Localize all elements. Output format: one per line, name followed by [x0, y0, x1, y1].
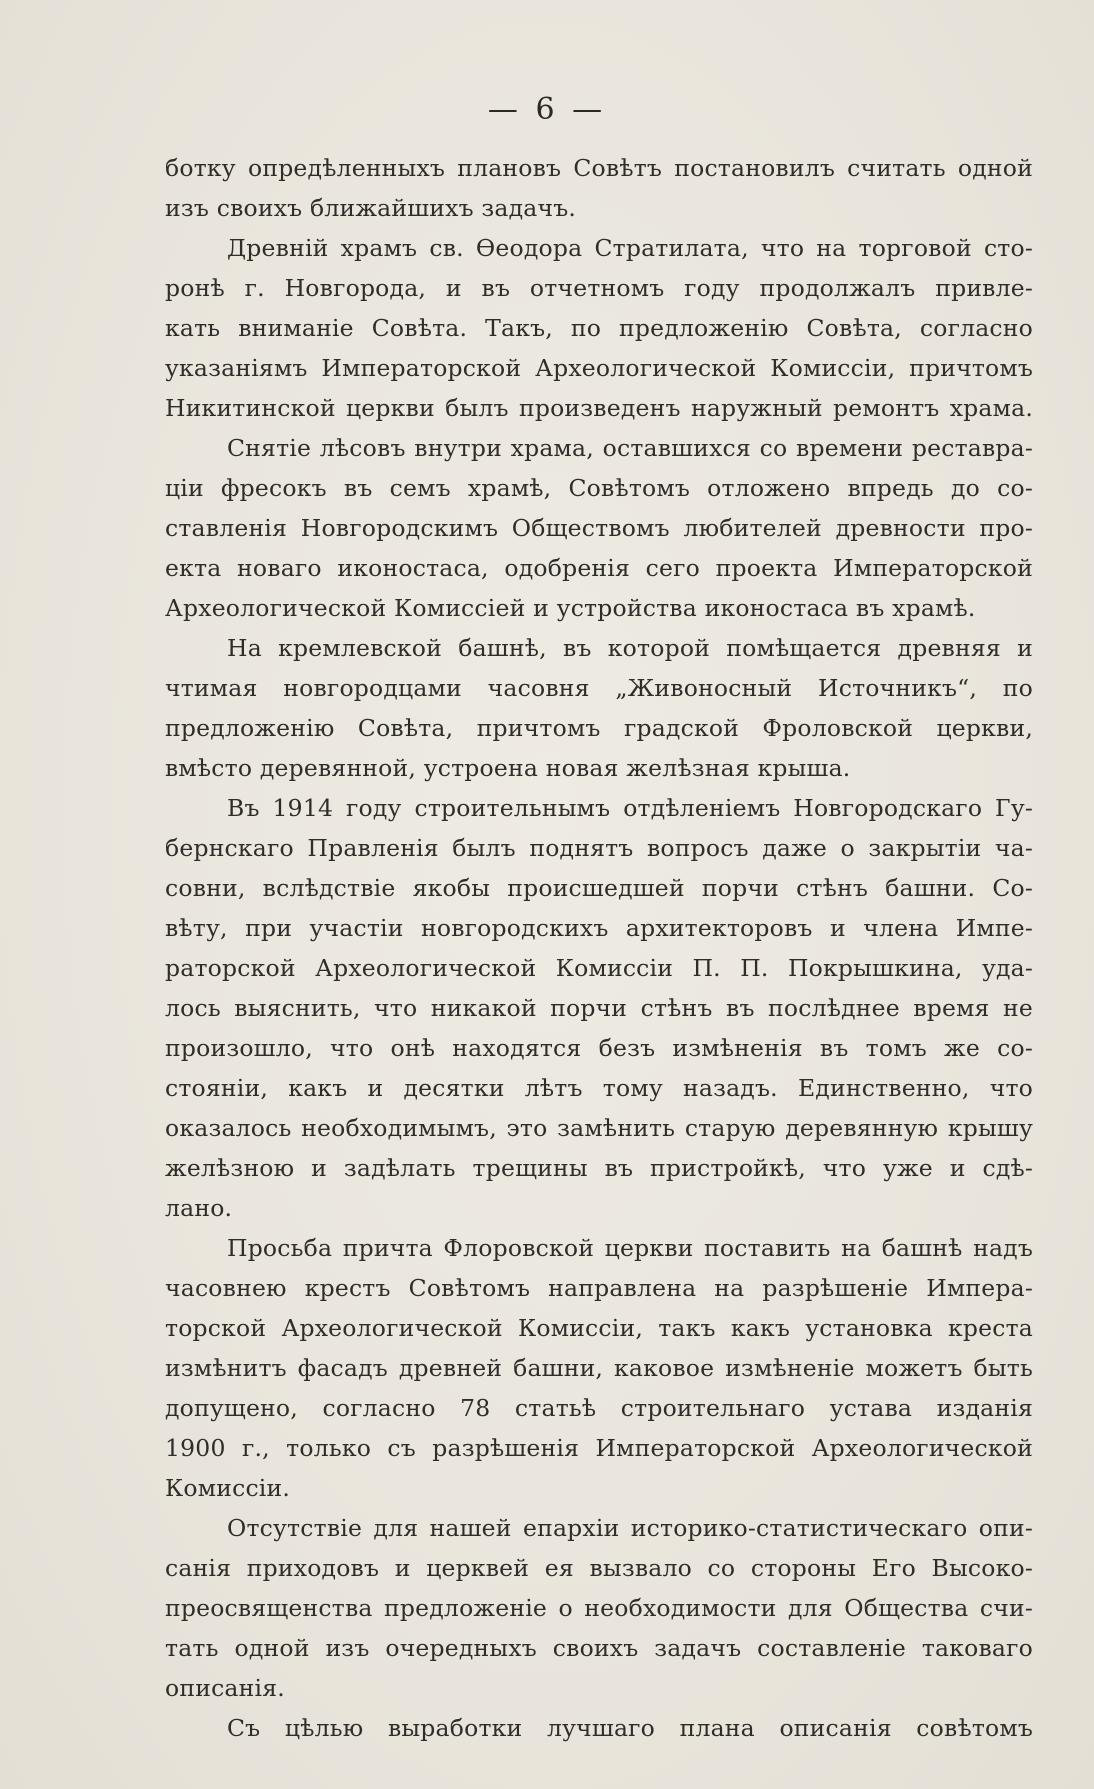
text-line: Древній храмъ св. Ѳеодора Стратилата, что на торговой сто-: [227, 234, 1033, 262]
text-line: Отсутствіе для нашей епархіи историко-статистическаго опи-: [227, 1514, 1033, 1542]
text-line: преосвященства предложеніе о необходимости для Общества счи-: [165, 1594, 1033, 1622]
text-line: желѣзною и задѣлать трещины въ пристройкѣ, что уже и сдѣ-: [165, 1154, 1033, 1182]
text-line: ставленія Новгородскимъ Обществомъ любителей древности про-: [165, 514, 1033, 542]
text-line: Съ цѣлью выработки лучшаго плана описанія совѣтомъ: [227, 1714, 1033, 1742]
text-line: описанія.: [165, 1674, 285, 1702]
text-line: предложенію Совѣта, причтомъ градской Фроловской церкви,: [165, 714, 1033, 742]
body-text: [165, 148, 1033, 1748]
text-line: Снятіе лѣсовъ внутри храма, оставшихся со времени реставра-: [227, 434, 1033, 462]
text-line: указаніямъ Императорской Археологической Комиссіи, причтомъ: [165, 354, 1033, 382]
text-line: тать одной изъ очередныхъ своихъ задачъ составленіе таковаго: [165, 1634, 1033, 1662]
text-line: лано.: [165, 1194, 233, 1222]
text-line: торской Археологической Комиссіи, такъ какъ установка креста: [165, 1314, 1033, 1342]
text-line: Археологической Комиссіей и устройства иконостаса въ храмѣ.: [165, 594, 976, 622]
text-line: измѣнитъ фасадъ древней башни, каковое измѣненіе можетъ быть: [165, 1354, 1033, 1382]
text-line: лось выяснить, что никакой порчи стѣнъ въ послѣднее время не: [165, 994, 1033, 1022]
text-line: вмѣсто деревянной, устроена новая желѣзная крыша.: [165, 754, 851, 782]
page-number: — 6 —: [487, 92, 607, 127]
text-line: совни, вслѣдствіе якобы происшедшей порчи стѣнъ башни. Со-: [165, 874, 1033, 902]
text-line: вѣту, при участіи новгородскихъ архитекторовъ и члена Импе-: [165, 914, 1033, 942]
text-line: кать вниманіе Совѣта. Такъ, по предложенію Совѣта, согласно: [165, 314, 1033, 342]
text-line: ботку опредѣленныхъ плановъ Совѣтъ постановилъ считать одной: [165, 154, 1033, 182]
text-line: екта новаго иконостаса, одобренія сего проекта Императорской: [165, 554, 1033, 582]
text-line: оказалось необходимымъ, это замѣнить старую деревянную крышу: [165, 1114, 1033, 1142]
text-line: 1900 г., только съ разрѣшенія Императорской Археологической: [165, 1434, 1033, 1462]
text-line: ронѣ г. Новгорода, и въ отчетномъ году продолжалъ привле-: [165, 274, 1033, 302]
text-line: бернскаго Правленія былъ поднятъ вопросъ даже о закрытіи ча-: [165, 834, 1033, 862]
text-line: раторской Археологической Комиссіи П. П. Покрышкина, уда-: [165, 954, 1033, 982]
text-line: произошло, что онѣ находятся безъ измѣненія въ томъ же со-: [165, 1034, 1033, 1062]
text-line: часовнею крестъ Совѣтомъ направлена на разрѣшеніе Импера-: [165, 1274, 1033, 1302]
text-line: ціи фресокъ въ семъ храмѣ, Совѣтомъ отложено впредь до со-: [165, 474, 1033, 502]
text-line: Въ 1914 году строительнымъ отдѣленіемъ Новгородскаго Гу-: [227, 794, 1033, 822]
text-line: стояніи, какъ и десятки лѣтъ тому назадъ. Единственно, что: [165, 1074, 1033, 1102]
text-line: На кремлевской башнѣ, въ которой помѣщается древняя и: [227, 634, 1033, 662]
text-line: санія приходовъ и церквей ея вызвало со стороны Его Высоко-: [165, 1554, 1033, 1582]
text-line: Просьба причта Флоровской церкви поставить на башнѣ надъ: [227, 1234, 1033, 1262]
text-line: Комиссіи.: [165, 1474, 291, 1502]
text-line: изъ своихъ ближайшихъ задачъ.: [165, 194, 577, 222]
text-line: Никитинской церкви былъ произведенъ наружный ремонтъ храма.: [165, 394, 1033, 422]
text-line: чтимая новгородцами часовня „Живоносный Источникъ“, по: [165, 674, 1033, 702]
text-line: допущено, согласно 78 статьѣ строительнаго устава изданія: [165, 1394, 1033, 1422]
